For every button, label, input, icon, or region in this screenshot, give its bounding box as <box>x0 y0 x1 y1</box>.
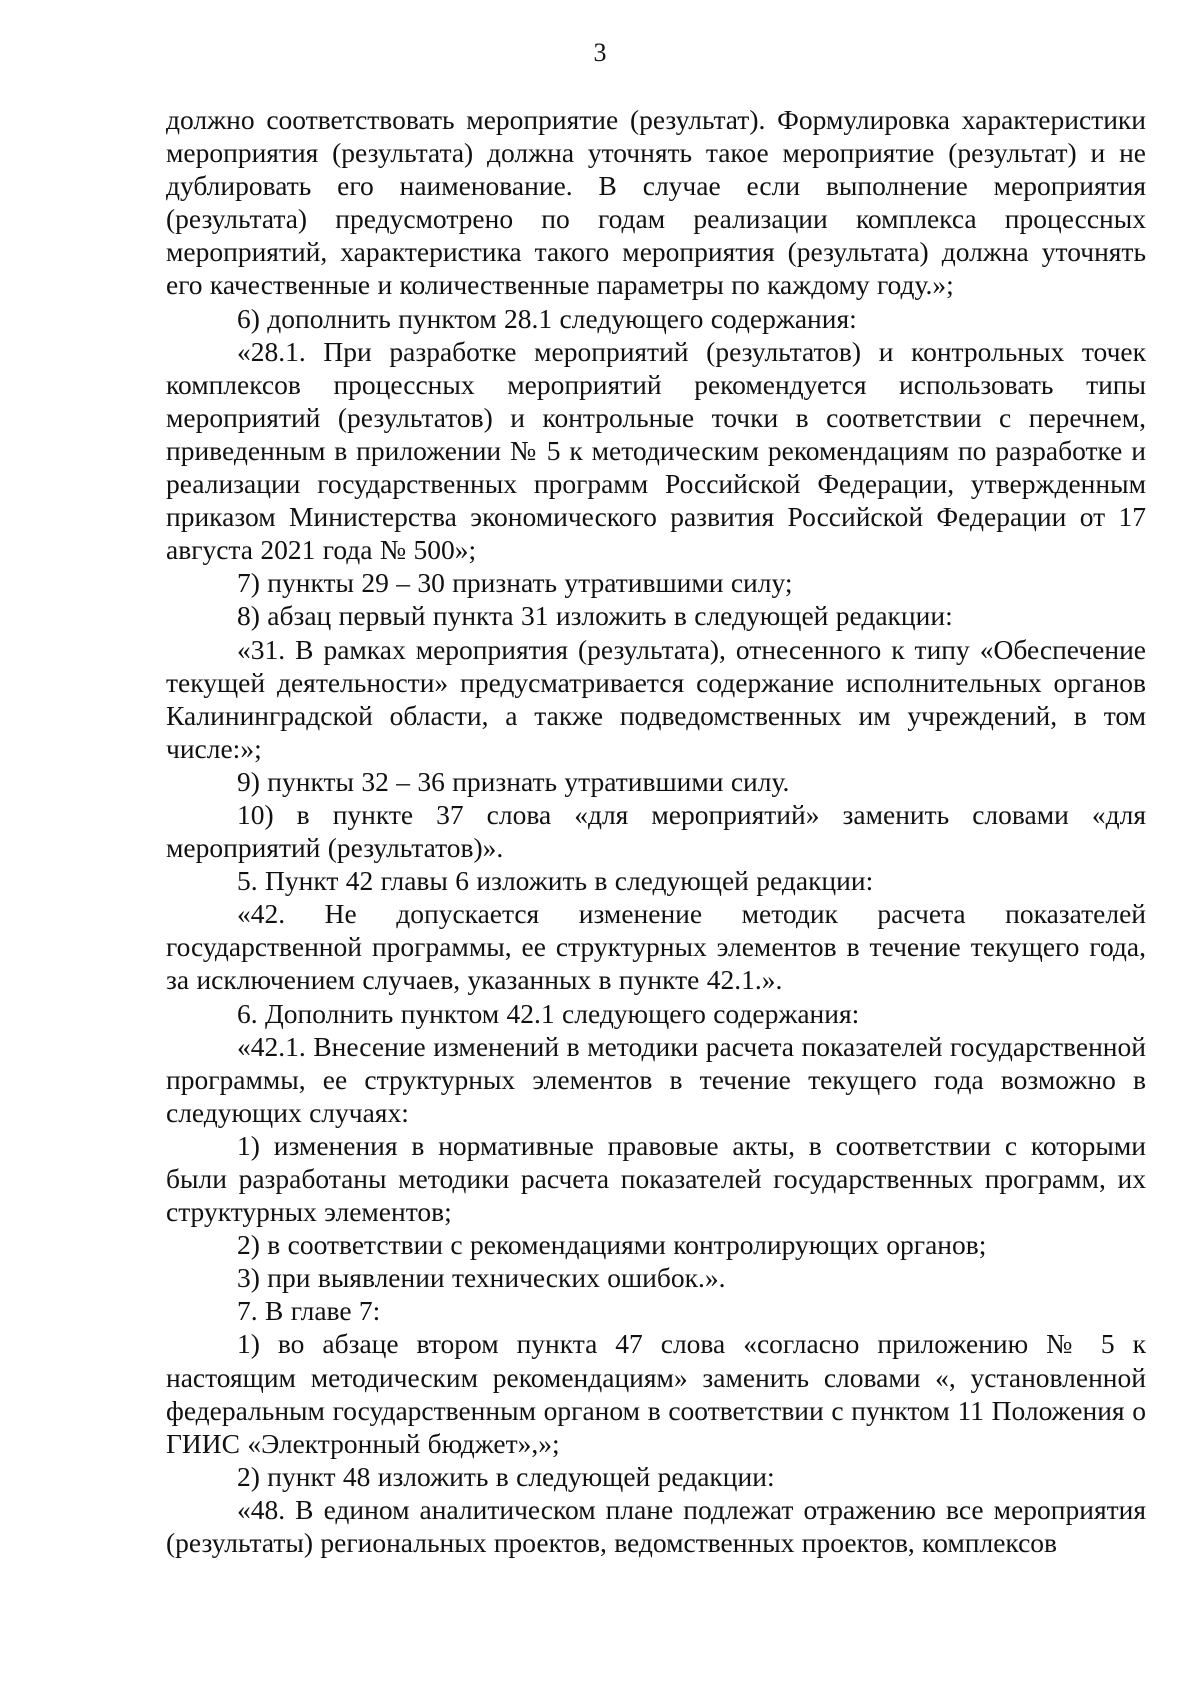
paragraph-8: 10) в пункте 37 слова «для мероприятий» заменить словами «для мероприятий (результатов)». <box>166 798 1146 864</box>
paragraph-13: 1) изменения в нормативные правовые акты, в соответствии с которыми были разработаны методики расчета показателей государственных программ, их структурных элементов; <box>166 1129 1146 1228</box>
paragraph-1: должно соответствовать мероприятие (результат). Формулировка характеристики мероприятия (результата) должна уточнять такое мероприятие (результат) и не дублировать его наименование. В случае если выполнение мероприятия (результата) предусмотрено по годам реализации комплекса процессных мероприятий, характеристика такого мероприятия (результата) должна уточнять его качественные и количественные параметры по каждому году.»; <box>166 104 1146 301</box>
paragraph-5: 8) абзац первый пункта 31 изложить в следующей редакции: <box>237 600 953 632</box>
paragraph-7: 9) пункты 32 – 36 признать утратившими силу. <box>237 765 790 797</box>
document-body <box>166 103 1146 1559</box>
paragraph-3: «28.1. При разработке мероприятий (результатов) и контрольных точек комплексов процессных мероприятий рекомендуется использовать типы мероприятий (результатов) и контрольные точки в соответствии с перечнем, приведенным в приложении № 5 к методическим рекомендациям по разработке и реализации государственных программ Российской Федерации, утвержденным приказом Министерства экономического развития Российской Федерации от 17 августа 2021 года № 500»; <box>166 335 1146 566</box>
paragraph-12: «42.1. Внесение изменений в методики расчета показателей государственной программы, ее структурных элементов в течение текущего года возможно в следующих случаях: <box>166 1030 1146 1128</box>
paragraph-2: 6) дополнить пунктом 28.1 следующего содержания: <box>237 302 857 334</box>
paragraph-17: 1) во абзаце втором пункта 47 слова «согласно приложению № 5 к настоящим методическим рекомендациям» заменить словами «, установленной федеральным государственным органом в соответствии с пунктом 11 Положения о ГИИС «Электронный бюджет»,»; <box>166 1328 1146 1459</box>
paragraph-18: 2) пункт 48 изложить в следующей редакции: <box>237 1460 775 1492</box>
paragraph-16: 7. В главе 7: <box>237 1295 381 1327</box>
paragraph-9: 5. Пункт 42 главы 6 изложить в следующей редакции: <box>237 865 874 897</box>
paragraph-4: 7) пункты 29 – 30 признать утратившими силу; <box>237 567 793 599</box>
paragraph-15: 3) при выявлении технических ошибок.». <box>237 1262 726 1294</box>
paragraph-19: «48. В едином аналитическом плане подлежат отражению все мероприятия (результаты) региональных проектов, ведомственных проектов, комплексов <box>166 1493 1146 1559</box>
paragraph-6: «31. В рамках мероприятия (результата), отнесенного к типу «Обеспечение текущей деятельности» предусматривается содержание исполнительных органов Калининградской области, а также подведомственных им учреждений, в том числе:»; <box>166 633 1146 764</box>
paragraph-11: 6. Дополнить пунктом 42.1 следующего содержания: <box>237 997 860 1029</box>
paragraph-14: 2) в соответствии с рекомендациями контролирующих органов; <box>237 1229 987 1261</box>
page-number: 3 <box>593 38 607 67</box>
paragraph-10: «42. Не допускается изменение методик расчета показателей государственной программы, ее структурных элементов в течение текущего года, за исключением случаев, указанных в пункте 42.1.». <box>166 898 1146 996</box>
